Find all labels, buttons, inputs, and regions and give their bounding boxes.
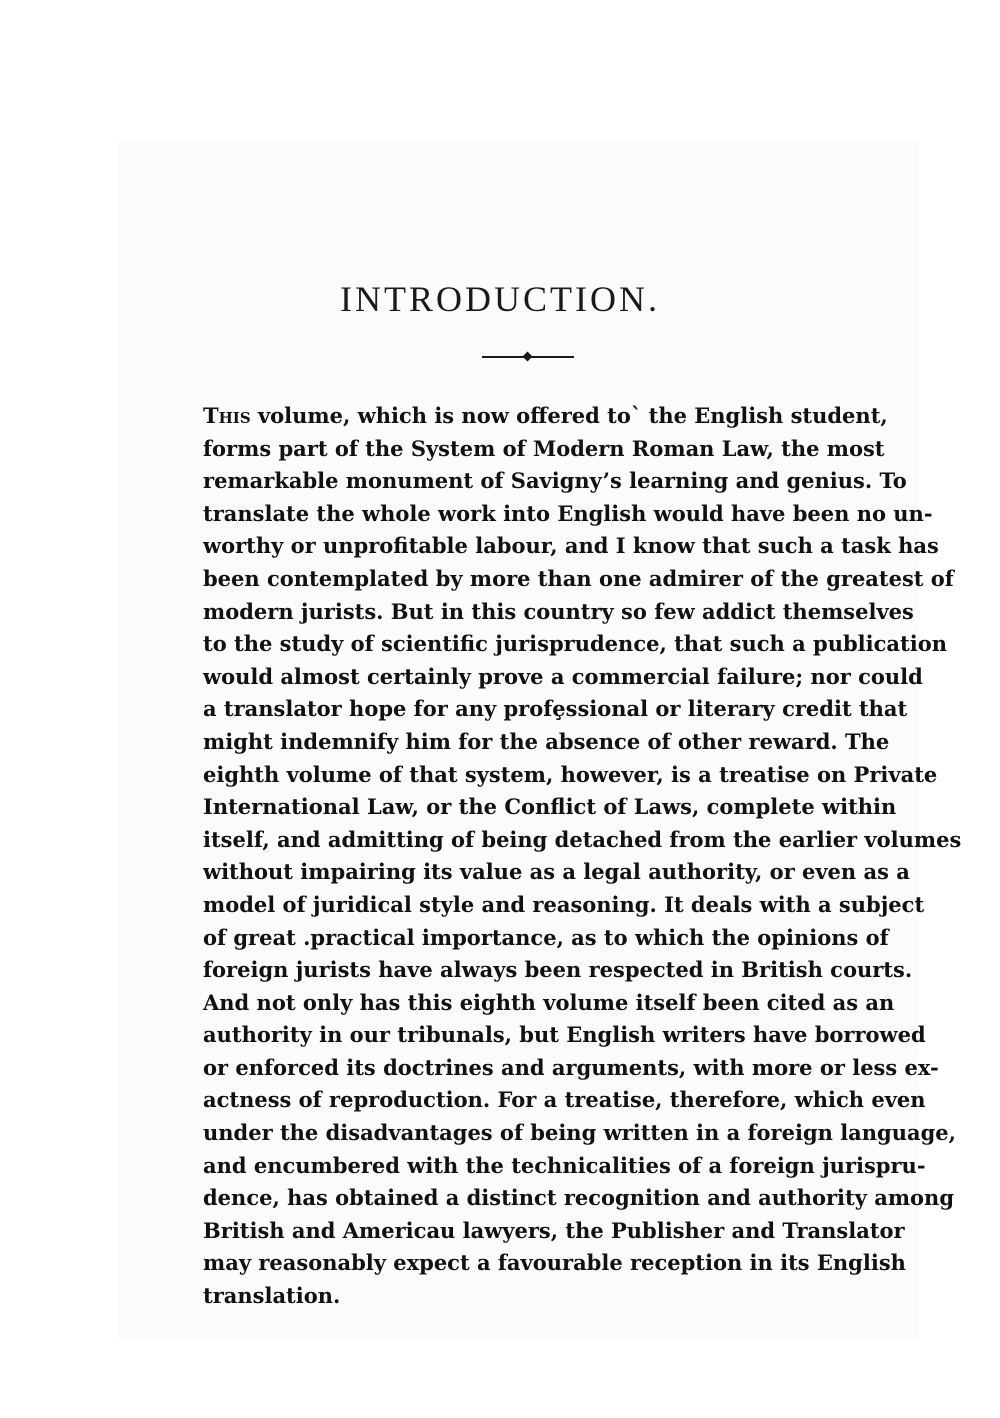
paragraph-line: might indemnify him for the absence of other reward. The bbox=[203, 728, 890, 754]
paragraph-line: translate the whole work into English would have been no un- bbox=[203, 500, 933, 526]
paragraph-line: authority in our tribunals, but English writers have borrowed bbox=[203, 1022, 926, 1048]
paragraph-line: or enforced its doctrines and arguments, with more or less ex- bbox=[203, 1054, 939, 1080]
paragraph-line: of great .practical importance, as to which the opinions of bbox=[203, 924, 889, 950]
paragraph-line: a translator hope for any profȩssional or literary credit that bbox=[203, 696, 908, 722]
paragraph-line: dence, has obtained a distinct recognition and authority among bbox=[203, 1185, 955, 1211]
paragraph-line: modern jurists. But in this country so few addict themselves bbox=[203, 598, 914, 624]
paragraph-line: without impairing its value as a legal authority, or even as a bbox=[203, 859, 910, 885]
paragraph-line: And not only has this eighth volume itself been cited as an bbox=[203, 989, 895, 1015]
paragraph-line: and encumbered with the technicalities of a foreign jurispru- bbox=[203, 1152, 926, 1178]
page-title: INTRODUCTION. bbox=[340, 279, 660, 319]
diamond-icon bbox=[523, 352, 533, 362]
paragraph-line: to the study of scientific jurisprudence, that such a publication bbox=[203, 631, 947, 657]
paragraph-line: This volume, which is now offered toˋ the English student, bbox=[203, 403, 888, 428]
paragraph-line: British and Americau lawyers, the Publisher and Translator bbox=[203, 1217, 905, 1243]
paragraph-line: translation. bbox=[203, 1283, 341, 1309]
diamond-rule-ornament-icon bbox=[482, 351, 574, 363]
paragraph-line: worthy or unprofitable labour, and I know that such a task has bbox=[203, 533, 939, 559]
paragraph-line: model of juridical style and reasoning. It deals with a subject bbox=[203, 891, 925, 917]
paragraph-line: remarkable monument of Savigny’s learning and genius. To bbox=[203, 468, 907, 494]
paragraph-line: under the disadvantages of being written in a foreign language, bbox=[203, 1120, 956, 1146]
paragraph-line: eighth volume of that system, however, is a treatise on Private bbox=[203, 761, 938, 787]
paragraph-line: been contemplated by more than one admirer of the greatest of bbox=[203, 565, 954, 591]
paragraph-line: International Law, or the Conflict of Laws, complete within bbox=[203, 794, 897, 820]
drop-word: This bbox=[203, 403, 251, 428]
paragraph-line: actness of reproduction. For a treatise, therefore, which even bbox=[203, 1087, 926, 1113]
paragraph-line: would almost certainly prove a commercial failure; nor could bbox=[203, 663, 923, 689]
introduction-paragraph bbox=[203, 400, 962, 1313]
paragraph-line: itself, and admitting of being detached from the earlier volumes bbox=[203, 826, 962, 852]
paragraph-line: foreign jurists have always been respected in British courts. bbox=[203, 957, 913, 983]
paragraph-line: may reasonably expect a favourable reception in its English bbox=[203, 1250, 906, 1276]
paragraph-line: forms part of the System of Modern Roman Law, the most bbox=[203, 435, 885, 461]
